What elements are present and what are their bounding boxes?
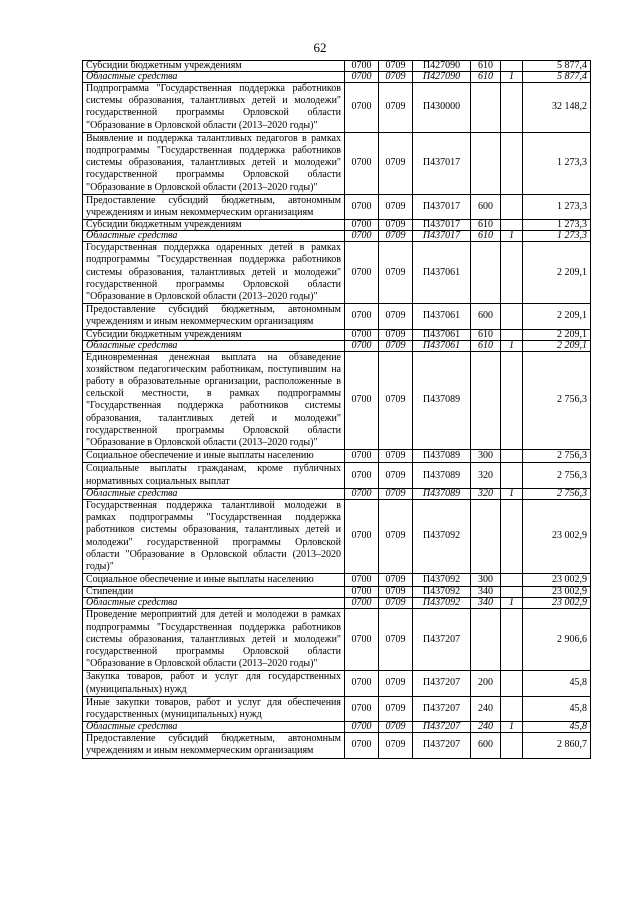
- expense-type-code: 340: [471, 598, 501, 609]
- line-item-name: Социальное обеспечение и иные выплаты населению: [83, 450, 345, 463]
- expense-type-code: 300: [471, 574, 501, 587]
- target-article-code: П437207: [413, 671, 471, 696]
- section-code: 0700: [345, 671, 379, 696]
- funding-source-code: [501, 351, 523, 450]
- line-item-name: Субсидии бюджетным учреждениям: [83, 329, 345, 340]
- expense-type-code: 240: [471, 696, 501, 721]
- expense-type-code: 610: [471, 220, 501, 231]
- section-code: 0700: [345, 574, 379, 587]
- funding-source-code: [501, 194, 523, 219]
- expense-type-code: 610: [471, 329, 501, 340]
- line-item-name: Государственная поддержка одаренных детей в рамках подпрограммы "Государственная поддержка работников системы образования, талантливых детей и молодежи" государственной программы Орловской области "Образование в Орловской области (2013–2020 годы)": [83, 242, 345, 304]
- target-article-code: П437092: [413, 499, 471, 573]
- funding-source-code: [501, 132, 523, 194]
- table-row: [83, 574, 591, 587]
- funding-source-code: [501, 304, 523, 329]
- line-item-name: Областные средства: [83, 598, 345, 609]
- expense-type-code: [471, 242, 501, 304]
- section-code: 0700: [345, 132, 379, 194]
- table-row: [83, 587, 591, 598]
- section-code: 0700: [345, 450, 379, 463]
- page-number: 62: [313, 40, 327, 55]
- table-row: [83, 696, 591, 721]
- expense-type-code: 610: [471, 72, 501, 83]
- amount-value: 2 209,1: [523, 329, 591, 340]
- funding-source-code: [501, 83, 523, 133]
- amount-value: 23 002,9: [523, 574, 591, 587]
- target-article-code: П437207: [413, 696, 471, 721]
- subsection-code: 0709: [379, 696, 413, 721]
- subsection-code: 0709: [379, 463, 413, 488]
- subsection-code: 0709: [379, 72, 413, 83]
- line-item-name: Областные средства: [83, 231, 345, 242]
- line-item-name: Предоставление субсидий бюджетным, автономным учреждениям и иным некоммерческим организациям: [83, 733, 345, 758]
- table-row: [83, 463, 591, 488]
- table-row: [83, 304, 591, 329]
- amount-value: 5 877,4: [523, 61, 591, 72]
- line-item-name: Закупка товаров, работ и услуг для государственных (муниципальных) нужд: [83, 671, 345, 696]
- target-article-code: П437207: [413, 609, 471, 671]
- line-item-name: Стипендии: [83, 587, 345, 598]
- section-code: 0700: [345, 61, 379, 72]
- subsection-code: 0709: [379, 587, 413, 598]
- subsection-code: 0709: [379, 609, 413, 671]
- line-item-name: Областные средства: [83, 340, 345, 351]
- line-item-name: Проведение мероприятий для детей и молодежи в рамках подпрограммы "Государственная поддержка работников системы образования, талантливых детей и молодежи" государственной программы Орловской области "Образование в Орловской области (2013–2020 годы)": [83, 609, 345, 671]
- target-article-code: П427090: [413, 61, 471, 72]
- amount-value: 2 756,3: [523, 351, 591, 450]
- target-article-code: П437092: [413, 574, 471, 587]
- section-code: 0700: [345, 242, 379, 304]
- expense-type-code: 320: [471, 463, 501, 488]
- amount-value: 2 906,6: [523, 609, 591, 671]
- subsection-code: 0709: [379, 340, 413, 351]
- table-row: [83, 450, 591, 463]
- table-row: [83, 598, 591, 609]
- subsection-code: 0709: [379, 61, 413, 72]
- funding-source-code: [501, 220, 523, 231]
- table-row: [83, 329, 591, 340]
- expense-type-code: [471, 609, 501, 671]
- section-code: 0700: [345, 609, 379, 671]
- funding-source-code: 1: [501, 72, 523, 83]
- subsection-code: 0709: [379, 231, 413, 242]
- funding-source-code: [501, 463, 523, 488]
- subsection-code: 0709: [379, 220, 413, 231]
- table-row: [83, 609, 591, 671]
- expense-type-code: [471, 499, 501, 573]
- target-article-code: П437092: [413, 587, 471, 598]
- expense-type-code: 340: [471, 587, 501, 598]
- amount-value: 1 273,3: [523, 132, 591, 194]
- table-row: [83, 671, 591, 696]
- funding-source-code: [501, 671, 523, 696]
- funding-source-code: [501, 587, 523, 598]
- subsection-code: 0709: [379, 499, 413, 573]
- section-code: 0700: [345, 72, 379, 83]
- amount-value: 1 273,3: [523, 194, 591, 219]
- subsection-code: 0709: [379, 671, 413, 696]
- line-item-name: Иные закупки товаров, работ и услуг для обеспечения государственных (муниципальных) нужд: [83, 696, 345, 721]
- section-code: 0700: [345, 722, 379, 733]
- target-article-code: П427090: [413, 72, 471, 83]
- funding-source-code: [501, 499, 523, 573]
- table-row: [83, 132, 591, 194]
- amount-value: 2 209,1: [523, 304, 591, 329]
- target-article-code: П437207: [413, 733, 471, 758]
- line-item-name: Предоставление субсидий бюджетным, автономным учреждениям и иным некоммерческим организациям: [83, 194, 345, 219]
- amount-value: 23 002,9: [523, 598, 591, 609]
- subsection-code: 0709: [379, 242, 413, 304]
- expense-type-code: 200: [471, 671, 501, 696]
- subsection-code: 0709: [379, 83, 413, 133]
- section-code: 0700: [345, 329, 379, 340]
- expense-type-code: 300: [471, 450, 501, 463]
- line-item-name: Социальное обеспечение и иные выплаты населению: [83, 574, 345, 587]
- line-item-name: Единовременная денежная выплата на обзаведение хозяйством педагогическим работникам, поступившим на работу в образовательные организации, расположенные в сельской местности, в рамках подпрограммы "Государственная поддержка работников системы образования, талантливых детей и молодежи" государственной программы Орловской области "Образование в Орловской области (2013–2020 годы)": [83, 351, 345, 450]
- amount-value: 32 148,2: [523, 83, 591, 133]
- table-row: [83, 220, 591, 231]
- table-row: [83, 351, 591, 450]
- funding-source-code: [501, 574, 523, 587]
- subsection-code: 0709: [379, 194, 413, 219]
- target-article-code: П437061: [413, 242, 471, 304]
- section-code: 0700: [345, 463, 379, 488]
- subsection-code: 0709: [379, 722, 413, 733]
- target-article-code: П437017: [413, 220, 471, 231]
- expense-type-code: 610: [471, 340, 501, 351]
- expense-type-code: [471, 83, 501, 133]
- section-code: 0700: [345, 231, 379, 242]
- line-item-name: Областные средства: [83, 488, 345, 499]
- amount-value: 2 756,3: [523, 463, 591, 488]
- target-article-code: П437092: [413, 598, 471, 609]
- subsection-code: 0709: [379, 329, 413, 340]
- subsection-code: 0709: [379, 488, 413, 499]
- expense-type-code: 610: [471, 61, 501, 72]
- target-article-code: П437017: [413, 194, 471, 219]
- amount-value: 45,8: [523, 696, 591, 721]
- section-code: 0700: [345, 340, 379, 351]
- funding-source-code: [501, 242, 523, 304]
- amount-value: 1 273,3: [523, 231, 591, 242]
- amount-value: 2 756,3: [523, 450, 591, 463]
- expense-type-code: 320: [471, 488, 501, 499]
- target-article-code: П437061: [413, 304, 471, 329]
- amount-value: 1 273,3: [523, 220, 591, 231]
- budget-table: [82, 60, 591, 759]
- subsection-code: 0709: [379, 733, 413, 758]
- target-article-code: П437089: [413, 450, 471, 463]
- funding-source-code: [501, 609, 523, 671]
- funding-source-code: 1: [501, 598, 523, 609]
- section-code: 0700: [345, 587, 379, 598]
- target-article-code: П437061: [413, 340, 471, 351]
- target-article-code: П437061: [413, 329, 471, 340]
- line-item-name: Предоставление субсидий бюджетным, автономным учреждениям и иным некоммерческим организациям: [83, 304, 345, 329]
- subsection-code: 0709: [379, 132, 413, 194]
- table-row: [83, 242, 591, 304]
- expense-type-code: 600: [471, 733, 501, 758]
- section-code: 0700: [345, 499, 379, 573]
- funding-source-code: [501, 696, 523, 721]
- funding-source-code: 1: [501, 722, 523, 733]
- funding-source-code: [501, 61, 523, 72]
- funding-source-code: [501, 733, 523, 758]
- subsection-code: 0709: [379, 450, 413, 463]
- subsection-code: 0709: [379, 574, 413, 587]
- section-code: 0700: [345, 83, 379, 133]
- line-item-name: Социальные выплаты гражданам, кроме публичных нормативных социальных выплат: [83, 463, 345, 488]
- expense-type-code: 600: [471, 304, 501, 329]
- funding-source-code: 1: [501, 231, 523, 242]
- section-code: 0700: [345, 194, 379, 219]
- section-code: 0700: [345, 351, 379, 450]
- line-item-name: Субсидии бюджетным учреждениям: [83, 61, 345, 72]
- table-row: [83, 488, 591, 499]
- table-row: [83, 733, 591, 758]
- line-item-name: Областные средства: [83, 722, 345, 733]
- amount-value: 45,8: [523, 671, 591, 696]
- section-code: 0700: [345, 696, 379, 721]
- target-article-code: П437207: [413, 722, 471, 733]
- funding-source-code: 1: [501, 340, 523, 351]
- funding-source-code: [501, 329, 523, 340]
- expense-type-code: [471, 132, 501, 194]
- table-body: [83, 61, 591, 759]
- table-row: [83, 499, 591, 573]
- amount-value: 2 209,1: [523, 340, 591, 351]
- section-code: 0700: [345, 304, 379, 329]
- amount-value: 2 756,3: [523, 488, 591, 499]
- target-article-code: П437017: [413, 231, 471, 242]
- table-row: [83, 340, 591, 351]
- table-row: [83, 61, 591, 72]
- funding-source-code: [501, 450, 523, 463]
- expense-type-code: 240: [471, 722, 501, 733]
- table-row: [83, 194, 591, 219]
- subsection-code: 0709: [379, 598, 413, 609]
- target-article-code: П437089: [413, 463, 471, 488]
- target-article-code: П437017: [413, 132, 471, 194]
- line-item-name: Субсидии бюджетным учреждениям: [83, 220, 345, 231]
- section-code: 0700: [345, 733, 379, 758]
- line-item-name: Выявление и поддержка талантливых педагогов в рамках подпрограммы "Государственная поддержка работников системы образования, талантливых детей и молодежи" государственной программы Орловской области "Образование в Орловской области (2013–2020 годы)": [83, 132, 345, 194]
- expense-type-code: 610: [471, 231, 501, 242]
- amount-value: 2 860,7: [523, 733, 591, 758]
- amount-value: 2 209,1: [523, 242, 591, 304]
- target-article-code: П437089: [413, 351, 471, 450]
- section-code: 0700: [345, 220, 379, 231]
- subsection-code: 0709: [379, 304, 413, 329]
- line-item-name: Областные средства: [83, 72, 345, 83]
- expense-type-code: 600: [471, 194, 501, 219]
- funding-source-code: 1: [501, 488, 523, 499]
- amount-value: 23 002,9: [523, 587, 591, 598]
- target-article-code: П437089: [413, 488, 471, 499]
- amount-value: 23 002,9: [523, 499, 591, 573]
- table-row: [83, 83, 591, 133]
- subsection-code: 0709: [379, 351, 413, 450]
- amount-value: 45,8: [523, 722, 591, 733]
- line-item-name: Государственная поддержка талантливой молодежи в рамках подпрограммы "Государственная поддержка работников системы образования, талантливых детей и молодежи" государственной программы Орловской области "Образование в Орловской области (2013–2020 годы)": [83, 499, 345, 573]
- section-code: 0700: [345, 488, 379, 499]
- table-row: [83, 231, 591, 242]
- line-item-name: Подпрограмма "Государственная поддержка работников системы образования, талантливых детей и молодежи" государственной программы Орловской области "Образование в Орловской области (2013–2020 годы)": [83, 83, 345, 133]
- target-article-code: П430000: [413, 83, 471, 133]
- amount-value: 5 877,4: [523, 72, 591, 83]
- section-code: 0700: [345, 598, 379, 609]
- table-row: [83, 72, 591, 83]
- table-row: [83, 722, 591, 733]
- expense-type-code: [471, 351, 501, 450]
